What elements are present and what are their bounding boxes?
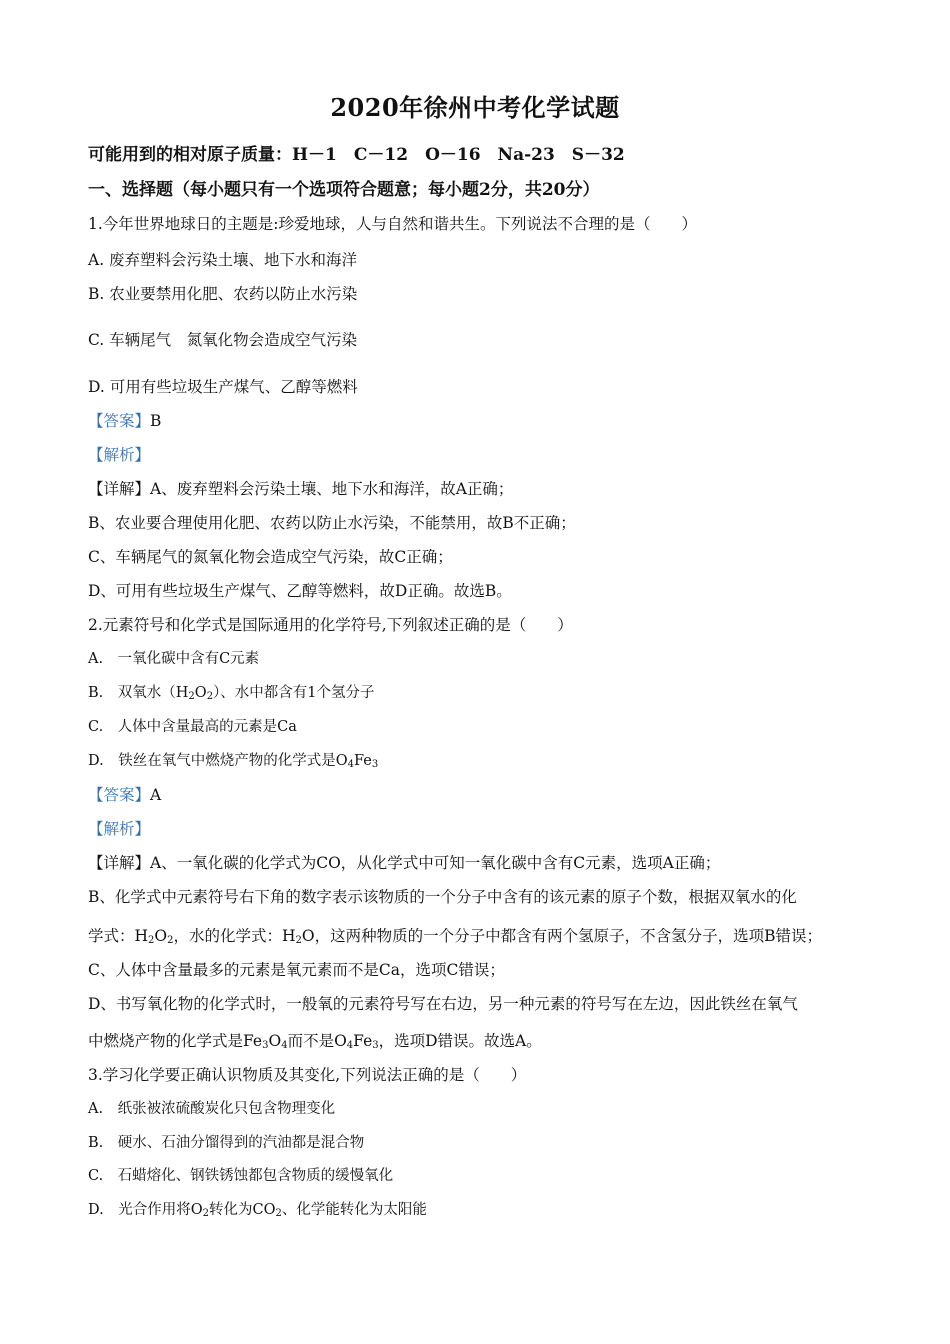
question-2-option-d: D. 铁丝在氧气中燃烧产物的化学式是$O_4Fe_3$	[88, 753, 379, 770]
detail-tag: 【详解】	[88, 480, 151, 498]
analysis-tag: 【解析】	[88, 820, 151, 838]
answer-value: B	[150, 412, 162, 430]
question-2-option-c: C. 人体中含量最高的元素是Ca	[88, 719, 297, 735]
explanation-line: C、车辆尾气的氮氧化物会造成空气污染，故C正确；	[88, 548, 453, 566]
explanation-line: C、人体中含量最多的元素是氧元素而不是Ca，选项C错误；	[88, 961, 505, 979]
atomic-masses: 可能用到的相对原子质量：H－1 C－12 O－16 Na-23 S－32	[88, 145, 625, 165]
question-2-explanation	[88, 853, 720, 873]
explanation-line: 中燃烧产物的化学式是$Fe_3O_4$而不是$O_4Fe_3$，选项D错误。故选A。	[88, 1032, 542, 1051]
answer-tag: 【答案】	[88, 786, 151, 804]
question-2-stem: 2.元素符号和化学式是国际通用的化学符号,下列叙述正确的是（ ）	[88, 616, 573, 634]
explanation-line: B、化学式中元素符号右下角的数字表示该物质的一个分子中含有的该元素的原子个数，根据双氧水的化	[88, 888, 797, 906]
analysis-tag: 【解析】	[88, 446, 151, 464]
question-3-option-b: B. 硬水、石油分馏得到的汽油都是混合物	[88, 1135, 365, 1151]
explanation-line: D、书写氧化物的化学式时，一般氧的元素符号写在右边，另一种元素的符号写在左边，因此铁丝在氧气	[88, 995, 798, 1013]
question-2-option-b: B. 双氧水$(H_2O_2)$、水中都含有1个氢分子	[88, 685, 375, 702]
question-1-option-c: C. 车辆尾气 氮氧化物会造成空气污染	[88, 331, 358, 349]
answer-value: A	[150, 786, 162, 804]
question-3-stem: 3.学习化学要正确认识物质及其变化,下列说法正确的是（ ）	[88, 1066, 527, 1084]
question-3-option-c: C. 石蜡熔化、钢铁锈蚀都包含物质的缓慢氧化	[88, 1168, 394, 1184]
question-1-explanation	[88, 479, 513, 499]
answer-tag: 【答案】	[88, 412, 151, 430]
question-3-option-a: A. 纸张被浓硫酸炭化只包含物理变化	[88, 1101, 336, 1117]
explanation-line: A、废弃塑料会污染土壤、地下水和海洋，故A正确；	[150, 480, 514, 498]
detail-tag: 【详解】	[88, 854, 151, 872]
explanation-line: A、一氧化碳的化学式为CO，从化学式中可知一氧化碳中含有C元素，选项A正确；	[150, 854, 721, 872]
question-1-option-d: D. 可用有些垃圾生产煤气、乙醇等燃料	[88, 378, 358, 396]
explanation-line: 学式：$H_2O_2$，水的化学式：$H_2O$，这两种物质的一个分子中都含有两个氢原子，不含氢分子，选项B错误；	[88, 927, 823, 946]
explanation-line: B、农业要合理使用化肥、农药以防止水污染，不能禁用，故B不正确；	[88, 514, 576, 532]
question-1-option-b: B. 农业要禁用化肥、农药以防止水污染	[88, 285, 358, 303]
page-title: 2020年徐州中考化学试题	[330, 93, 620, 122]
section-heading: 一、选择题（每小题只有一个选项符合题意；每小题2分，共20分）	[88, 180, 600, 200]
explanation-line: D、可用有些垃圾生产煤气、乙醇等燃料，故D正确。故选B。	[88, 582, 512, 600]
question-2-answer	[88, 785, 161, 805]
question-3-option-d: D. 光合作用将$O_2$转化为$CO_2$、化学能转化为太阳能	[88, 1202, 427, 1219]
question-1-option-a: A. 废弃塑料会污染土壤、地下水和海洋	[88, 251, 358, 269]
question-1-answer	[88, 411, 161, 431]
question-1-stem: 1.今年世界地球日的主题是:珍爱地球，人与自然和谐共生。下列说法不合理的是（ ）	[88, 215, 698, 233]
question-2-option-a: A. 一氧化碳中含有C元素	[88, 651, 260, 667]
